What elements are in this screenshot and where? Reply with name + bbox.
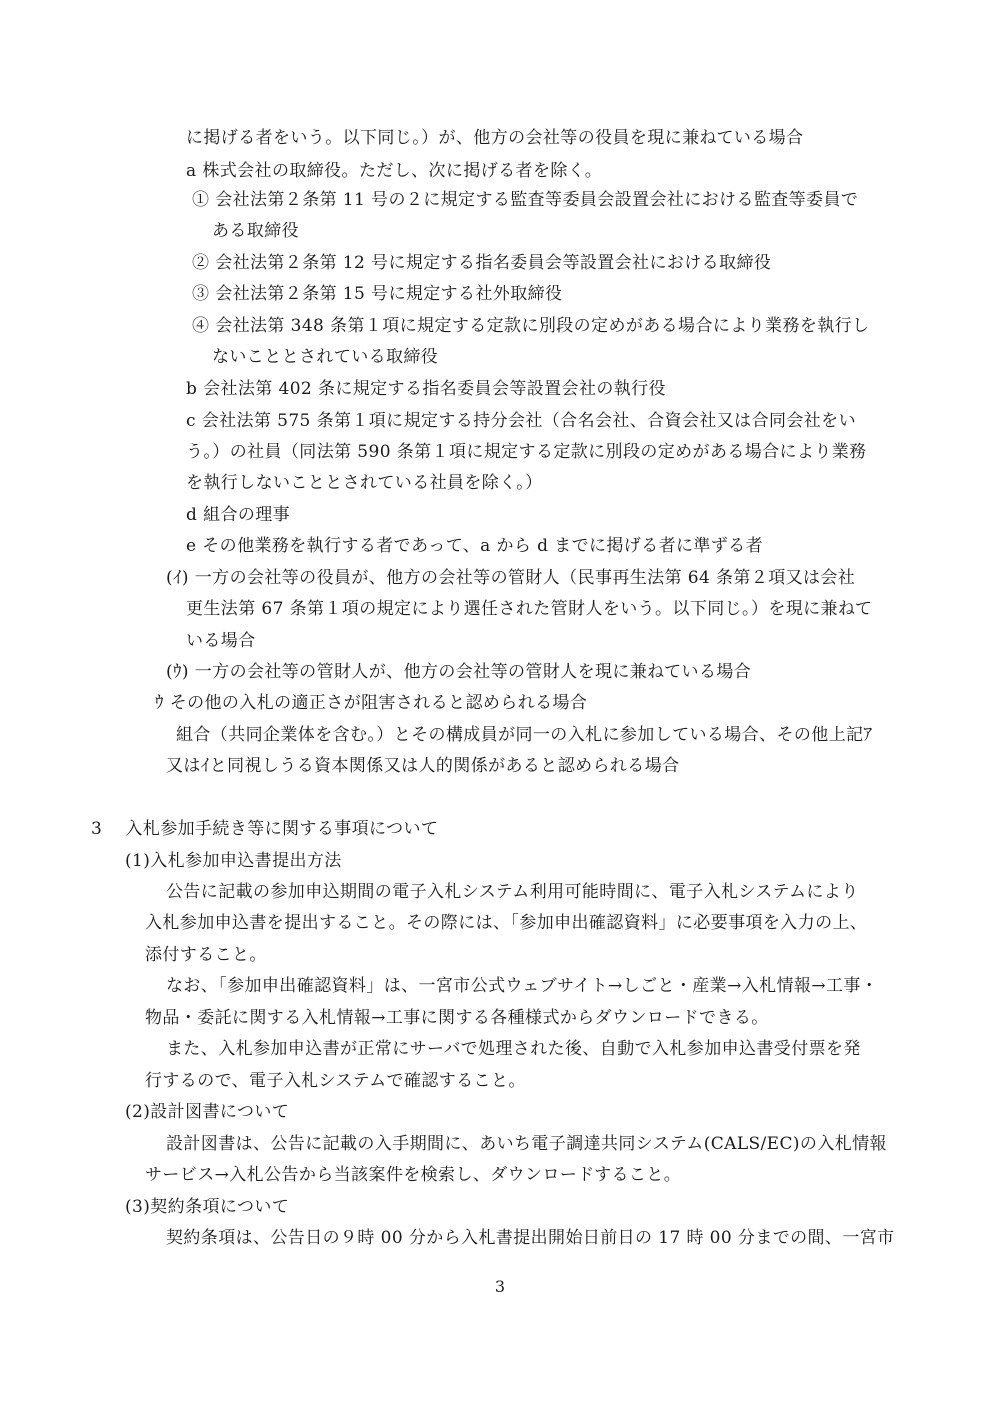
text-line: ① 会社法第２条第 11 号の２に規定する監査等委員会設置会社における監査等委員で	[192, 190, 859, 210]
text-line: サービス→入札公告から当該案件を検索し、ダウンロードすること。	[145, 1165, 682, 1185]
text-line: e その他業務を執行する者であって、a から d までに掲げる者に準ずる者	[186, 536, 763, 556]
text-line: c 会社法第 575 条第１項に規定する持分会社（合名会社、合資会社又は合同会社をい	[186, 411, 856, 431]
text-line: ｳ その他の入札の適正さが阻害されると認められる場合	[155, 693, 588, 713]
text-line: b 会社法第 402 条に規定する指名委員会等設置会社の執行役	[186, 379, 666, 399]
text-line: 契約条項は、公告日の９時 00 分から入札書提出開始日前日の 17 時 00 分までの間、一宮市	[166, 1228, 895, 1248]
section-heading: 3 入札参加手続き等に関する事項について	[91, 819, 439, 839]
text-line: ④ 会社法第 348 条第１項に規定する定款に別段の定めがある場合により業務を執行し	[192, 316, 870, 336]
text-line: を執行しないこととされている社員を除く。）	[186, 473, 543, 493]
text-line: う。）の社員（同法第 590 条第１項に規定する定款に別段の定めがある場合により業務	[186, 442, 867, 462]
text-line: ないこととされている取締役	[212, 347, 439, 367]
text-line: 組合（共同企業体を含む。）とその構成員が同一の入札に参加している場合、その他上記ｱ	[176, 725, 873, 745]
text-line: 又はｲと同視しうる資本関係又は人的関係があると認められる場合	[166, 756, 680, 776]
text-line: ③ 会社法第２条第 15 号に規定する社外取締役	[192, 284, 563, 304]
text-line: 添付すること。	[145, 945, 267, 965]
subsection-heading: (2)設計図書について	[125, 1102, 290, 1122]
text-line: 行するので、電子入札システムで確認すること。	[145, 1071, 526, 1091]
text-line: いる場合	[186, 631, 256, 651]
text-line: 入札参加申込書を提出すること。その際には、「参加申出確認資料」に必要事項を入力の上、	[145, 913, 868, 933]
text-line: に掲げる者をいう。以下同じ。）が、他方の会社等の役員を現に兼ねている場合	[186, 128, 804, 148]
page-number: 3	[494, 1277, 506, 1296]
text-line: また、入札参加申込書が正常にサーバで処理された後、自動で入札参加申込書受付票を発	[166, 1039, 861, 1059]
text-line: 設計図書は、公告に記載の入手期間に、あいち電子調達共同システム(CALS/EC)の入札情報	[166, 1134, 887, 1154]
text-line: ある取締役	[212, 221, 299, 241]
subsection-heading: (1)入札参加申込書提出方法	[125, 851, 342, 871]
text-line: ② 会社法第２条第 12 号に規定する指名委員会等設置会社における取締役	[192, 253, 772, 273]
text-line: a 株式会社の取締役。ただし、次に掲げる者を除く。	[186, 161, 603, 181]
text-line: (ｳ) 一方の会社等の管財人が、他方の会社等の管財人を現に兼ねている場合	[166, 662, 752, 682]
text-line: d 組合の理事	[186, 505, 291, 525]
text-line: なお、「参加申出確認資料」は、一宮市公式ウェブサイト→しごと・産業→入札情報→工事・	[166, 976, 879, 996]
subsection-heading: (3)契約条項について	[125, 1197, 290, 1217]
text-line: 物品・委託に関する入札情報→工事に関する各種様式からダウンロードできる。	[145, 1008, 769, 1028]
text-line: 公告に記載の参加申込期間の電子入札システム利用可能時間に、電子入札システムにより	[166, 882, 859, 902]
text-line: 更生法第 67 条第１項の規定により選任された管財人をいう。以下同じ。）を現に兼ねて	[186, 599, 873, 619]
text-line: (ｲ) 一方の会社等の役員が、他方の会社等の管財人（民事再生法第 64 条第２項又は会社	[166, 568, 856, 588]
